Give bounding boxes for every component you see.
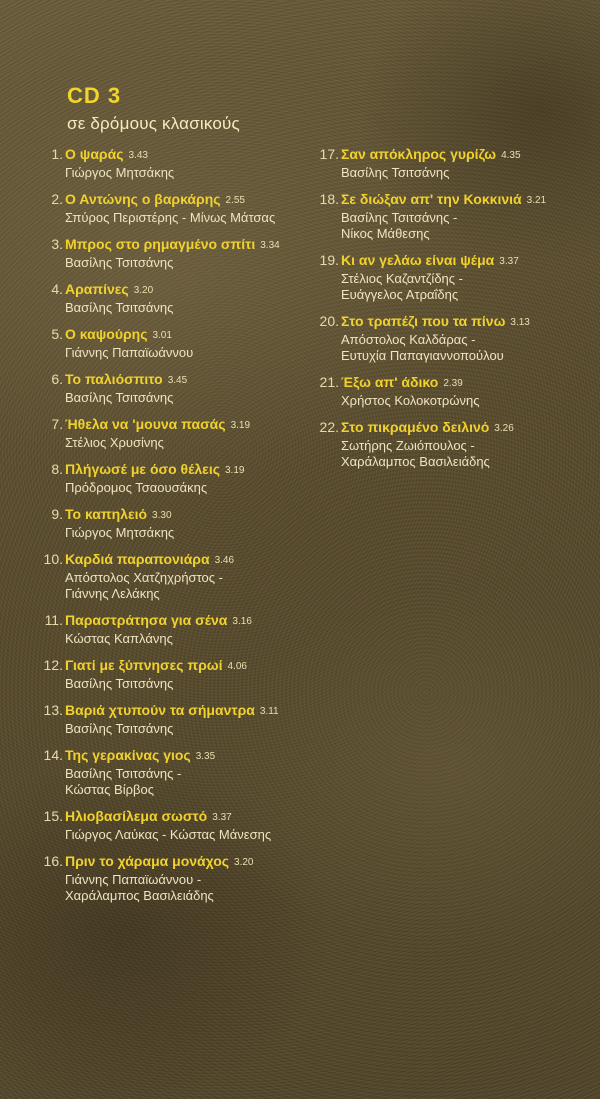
track-title-line — [65, 190, 295, 210]
track-title: Της γερακίνας γιος — [65, 747, 191, 763]
track-number: 3. — [51, 236, 63, 252]
track-artist: Πρόδρομος Τσαουσάκης — [65, 480, 208, 495]
track-title: Πλήγωσέ με όσο θέλεις — [65, 461, 220, 477]
track-artist: Γιάννης Παπαϊωάννου — [65, 345, 194, 360]
track-duration: 4.35 — [501, 150, 521, 161]
track-duration: 3.37 — [499, 256, 519, 267]
track-item — [40, 656, 295, 692]
track-artist: Βασίλης Τσιτσάνης — [65, 300, 174, 315]
track-title-line — [65, 746, 295, 766]
track-duration: 3.30 — [152, 510, 172, 521]
track-number: 17. — [319, 146, 339, 162]
track-title-line — [65, 370, 295, 390]
track-title-line — [341, 373, 596, 393]
track-number: 5. — [51, 326, 63, 342]
track-duration: 3.13 — [510, 317, 530, 328]
track-duration: 3.35 — [195, 751, 216, 762]
track-artist: Βασίλης Τσιτσάνης - — [341, 210, 458, 225]
track-number: 13. — [43, 702, 63, 718]
track-artist: Ευτυχία Παπαγιαννοπούλου — [341, 348, 504, 363]
track-item — [40, 611, 295, 647]
track-duration: 2.55 — [225, 195, 245, 206]
track-artist: Χαράλαμπος Βασιλειάδης — [65, 888, 214, 903]
track-artist: Σωτήρης Ζωιόπουλος - — [341, 438, 475, 453]
track-artist: Χαράλαμπος Βασιλειάδης — [341, 454, 490, 469]
track-title-line — [65, 505, 295, 525]
track-item — [40, 235, 295, 271]
track-item — [316, 251, 596, 303]
track-title-line — [65, 701, 295, 721]
track-title: Στο τραπέζι που τα πίνω — [341, 313, 506, 329]
track-title-line — [65, 852, 295, 872]
track-number: 1. — [51, 146, 63, 162]
track-item — [316, 312, 596, 364]
track-item — [40, 460, 295, 496]
track-number: 19. — [319, 252, 339, 268]
track-title: Ο καψούρης — [65, 326, 148, 342]
track-artist: Κώστας Βίρβος — [65, 782, 154, 797]
track-artist: Στέλιος Καζαντζίδης - — [341, 271, 463, 286]
track-title: Το παλιόσπιτο — [65, 371, 163, 387]
track-title: Σε διώξαν απ' την Κοκκινιά — [341, 191, 522, 207]
track-title-line — [65, 807, 295, 827]
track-number: 9. — [51, 506, 63, 522]
track-item — [40, 190, 295, 226]
track-item — [40, 415, 295, 451]
track-artist: Βασίλης Τσιτσάνης - — [65, 766, 182, 781]
track-artist: Στέλιος Χρυσίνης — [65, 435, 164, 450]
tracklist-right-column — [316, 145, 596, 479]
track-title: Ο Αντώνης ο βαρκάρης — [65, 191, 221, 207]
track-title: Μπρος στο ρημαγμένο σπίτι — [65, 236, 256, 252]
track-artist: Βασίλης Τσιτσάνης — [341, 165, 450, 180]
track-artist: Γιώργος Λαύκας - Κώστας Μάνεσης — [65, 827, 272, 842]
track-title: Παραστράτησα για σένα — [65, 612, 228, 628]
track-artist: Βασίλης Τσιτσάνης — [65, 390, 174, 405]
track-title-line — [65, 460, 295, 480]
header — [67, 83, 240, 135]
track-item — [40, 280, 295, 316]
track-duration: 3.21 — [526, 195, 547, 206]
track-item — [40, 746, 295, 798]
track-item — [40, 325, 295, 361]
track-title: Γιατί με ξύπνησες πρωί — [65, 657, 223, 673]
track-artist: Απόστολος Καλδάρας - — [341, 332, 476, 347]
track-artist: Κώστας Καπλάνης — [65, 631, 173, 646]
track-duration: 3.01 — [152, 330, 172, 341]
track-artist: Χρήστος Κολοκοτρώνης — [341, 393, 480, 408]
track-item — [316, 145, 596, 181]
track-artist: Σπύρος Περιστέρης - Μίνως Μάτσας — [65, 210, 276, 225]
track-title-line — [341, 418, 596, 438]
track-title-line — [341, 145, 596, 165]
tracklist-left-column — [40, 145, 295, 913]
track-title: Το καπηλειό — [65, 506, 148, 522]
track-number: 20. — [319, 313, 339, 329]
track-title-line — [65, 611, 295, 631]
track-duration: 3.34 — [260, 240, 280, 251]
album-title: σε δρόμους κλασικούς — [67, 114, 240, 133]
track-duration: 2.39 — [443, 378, 463, 389]
track-title: Ηλιοβασίλεμα σωστό — [65, 808, 208, 824]
track-artist: Βασίλης Τσιτσάνης — [65, 676, 174, 691]
track-item — [40, 505, 295, 541]
track-title: Πριν το χάραμα μονάχος — [65, 853, 230, 869]
track-title-line — [65, 415, 295, 435]
track-title: Ήθελα να 'μουνα πασάς — [65, 416, 226, 432]
track-artist: Γιάννης Παπαϊωάννου - — [65, 872, 202, 887]
track-artist: Γιάννης Λελάκης — [65, 586, 160, 601]
track-artist: Βασίλης Τσιτσάνης — [65, 721, 174, 736]
track-title-line — [65, 656, 295, 676]
track-title-line — [65, 280, 295, 300]
track-title: Ο ψαράς — [65, 146, 124, 162]
track-title: Έξω απ' άδικο — [341, 374, 439, 390]
track-title-line — [341, 312, 596, 332]
track-number: 7. — [51, 416, 63, 432]
track-title-line — [65, 235, 295, 255]
track-artist: Απόστολος Χατζηχρήστος - — [65, 570, 223, 585]
track-number: 14. — [43, 747, 63, 763]
cd-title: CD 3 — [67, 83, 122, 108]
track-duration: 4.06 — [227, 661, 247, 672]
track-number: 16. — [43, 853, 63, 869]
track-duration: 3.37 — [212, 812, 232, 823]
track-title: Στο πικραμένο δειλινό — [341, 419, 490, 435]
track-item — [316, 373, 596, 409]
track-item — [40, 145, 295, 181]
track-number: 2. — [51, 191, 63, 207]
track-duration: 3.26 — [494, 423, 514, 434]
track-number: 21. — [319, 374, 339, 390]
track-duration: 3.46 — [214, 555, 235, 566]
track-title: Σαν απόκληρος γυρίζω — [341, 146, 497, 162]
track-item — [40, 852, 295, 904]
track-title-line — [65, 325, 295, 345]
track-artist: Γιώργος Μητσάκης — [65, 525, 175, 540]
track-artist: Ευάγγελος Ατραΐδης — [341, 287, 459, 302]
track-item — [40, 701, 295, 737]
track-artist: Νίκος Μάθεσης — [341, 226, 430, 241]
track-title-line — [341, 190, 596, 210]
track-number: 12. — [43, 657, 63, 673]
track-duration: 3.20 — [133, 285, 154, 296]
track-title: Καρδιά παραπονιάρα — [65, 551, 210, 567]
track-duration: 3.45 — [167, 375, 188, 386]
track-title: Κι αν γελάω είναι ψέμα — [341, 252, 495, 268]
track-number: 18. — [319, 191, 339, 207]
track-number: 4. — [51, 281, 63, 297]
track-number: 15. — [43, 808, 63, 824]
track-duration: 3.16 — [232, 616, 252, 627]
track-title: Αραπίνες — [65, 281, 129, 297]
track-title-line — [65, 145, 295, 165]
track-title: Βαριά χτυπούν τα σήμαντρα — [65, 702, 255, 718]
track-item — [40, 550, 295, 602]
track-duration: 3.20 — [234, 857, 254, 868]
track-duration: 3.19 — [225, 465, 245, 476]
track-item — [40, 370, 295, 406]
track-item — [316, 190, 596, 242]
track-title-line — [341, 251, 596, 271]
track-number: 8. — [51, 461, 63, 477]
track-duration: 3.11 — [259, 706, 279, 717]
track-artist: Βασίλης Τσιτσάνης — [65, 255, 174, 270]
track-number: 11. — [44, 612, 63, 628]
track-title-line — [65, 550, 295, 570]
track-number: 22. — [319, 419, 339, 435]
track-artist: Γιώργος Μητσάκης — [65, 165, 175, 180]
track-item — [40, 807, 295, 843]
track-duration: 3.43 — [128, 150, 148, 161]
track-number: 6. — [51, 371, 63, 387]
track-duration: 3.19 — [230, 420, 251, 431]
track-item — [316, 418, 596, 470]
track-number: 10. — [43, 551, 63, 567]
